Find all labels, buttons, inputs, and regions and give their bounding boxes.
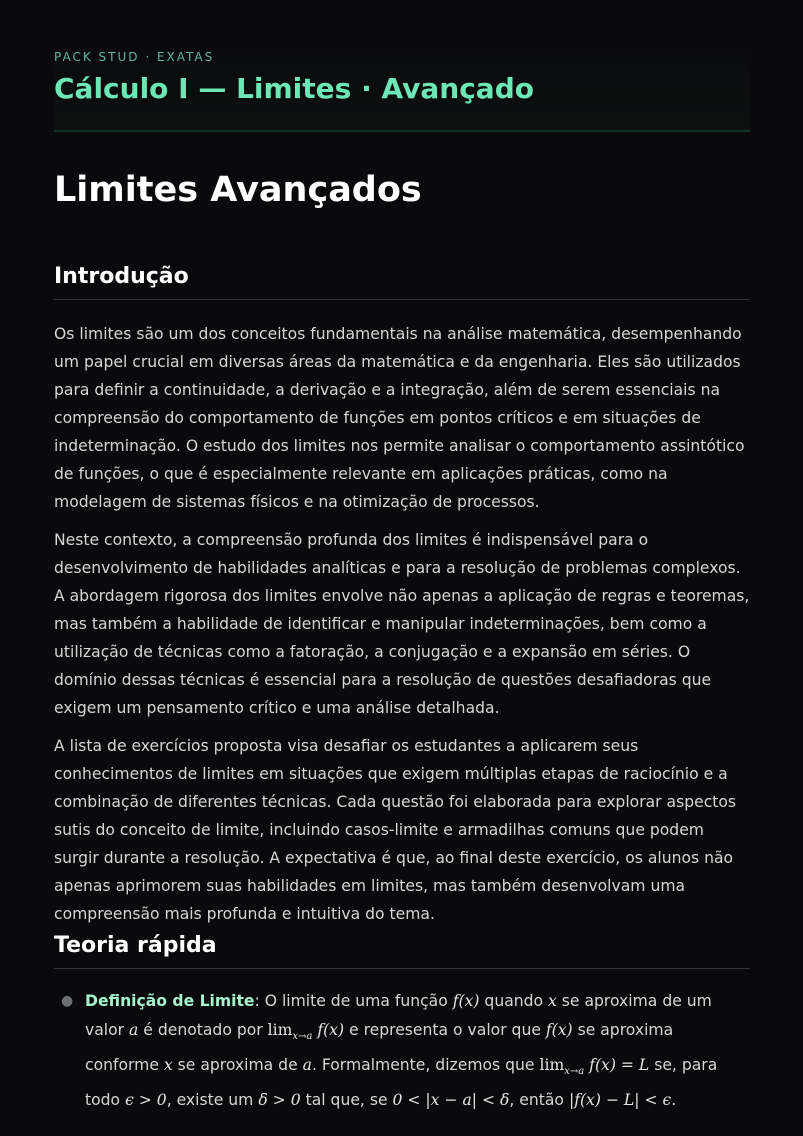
math-expression: ϵ > 0	[125, 1091, 167, 1110]
math-expression: x	[548, 992, 557, 1010]
text-segment: . Formalmente, dizemos que	[311, 1056, 540, 1075]
math-expression: δ > 0	[258, 1091, 301, 1110]
intro-paragraph-1: Os limites são um dos conceitos fundamentais na análise matemática, desempenhando um papel crucial em diversas áreas da matemática e da engenharia. Eles são utilizados para definir a continuidade, a derivação e a integração, além de serem essenciais na compreensão do comportamento de funções em pontos críticos e em situações de indeterminação. O estudo dos limites nos permite analisar o comportamento assintótico de funções, o que é especialmente relevante em aplicações práticas, como na modelagem de sistemas físicos e na otimização de processos.	[54, 325, 745, 511]
theory-heading: Teoria rápida	[54, 933, 750, 969]
math-limit	[539, 1056, 650, 1078]
theory-list	[54, 987, 750, 1115]
theory-section	[54, 933, 750, 1115]
limit-operator: lim	[267, 1021, 293, 1039]
intro-paragraph-3: A lista de exercícios proposta visa desafiar os estudantes a aplicarem seus conhecimentos de limites em situações que exigem múltiplas etapas de raciocínio e a combinação de diferentes técnicas. Cada questão foi elaborada para explorar aspectos sutis do conceito de limite, incluindo casos-limite e armadilhas comuns que podem surgir durante a resolução. A expectativa é que, ao final deste exercício, os alunos não apenas aprimorem suas habilidades em limites, mas também desenvolvam uma compreensão mais profunda e intuitiva do tema.	[54, 737, 737, 923]
text-segment: , existe um	[166, 1091, 259, 1110]
math-expression: a	[302, 1056, 312, 1075]
bullet-icon: ●	[61, 993, 74, 1009]
math-expression: x	[163, 1056, 173, 1075]
limit-body: f(x)	[312, 1021, 345, 1039]
text-segment: se, para todo	[85, 1056, 718, 1110]
intro-section	[54, 264, 750, 938]
limit-subscript: x→a	[564, 1066, 585, 1078]
text-segment: é denotado por	[138, 1021, 268, 1039]
intro-paragraph-2: Neste contexto, a compreensão profunda dos limites é indispensável para o desenvolvimento de habilidades analíticas e para a resolução de problemas complexos. A abordagem rigorosa dos limites envolve não apenas a aplicação de regras e teoremas, mas também a habilidade de identificar e manipular indeterminações, bem como a utilização de técnicas como a fatoração, a conjugação e a expansão em séries. O domínio dessas técnicas é essencial para a resolução de questões desafiadoras que exigem um pensamento crítico e uma análise detalhada.	[54, 531, 750, 717]
text-segment: , então	[509, 1091, 569, 1110]
text-segment: quando	[479, 992, 549, 1010]
math-expression: |f(x) − L| < ϵ	[568, 1091, 672, 1110]
theory-item-limit-definition	[54, 987, 750, 1115]
course-header	[54, 46, 750, 132]
text-segment: tal que, se	[300, 1091, 393, 1110]
text-segment: e representa o valor que	[344, 1021, 546, 1039]
math-expression: f(x)	[545, 1021, 573, 1039]
theory-term: Definição de Limite	[85, 992, 255, 1010]
limit-body: f(x) = L	[584, 1056, 650, 1075]
math-limit	[267, 1021, 345, 1043]
text-segment: se aproxima de	[172, 1056, 303, 1075]
math-expression: f(x)	[452, 992, 480, 1010]
intro-heading: Introdução	[54, 264, 750, 300]
limit-subscript: x→a	[292, 1031, 313, 1043]
text-segment: .	[671, 1091, 677, 1110]
text-segment: se aproxima conforme	[85, 1021, 674, 1075]
course-title: Cálculo I — Limites · Avançado	[54, 72, 534, 105]
document-title: Limites Avançados	[54, 170, 422, 210]
course-kicker: PACK STUD · EXATAS	[54, 50, 215, 64]
math-expression: a	[129, 1021, 139, 1039]
limit-operator: lim	[539, 1056, 565, 1075]
text-segment: : O limite de uma função	[254, 992, 453, 1010]
math-expression: 0 < |x − a| < δ	[392, 1091, 510, 1110]
text-segment: se aproxima de um valor	[85, 992, 712, 1039]
